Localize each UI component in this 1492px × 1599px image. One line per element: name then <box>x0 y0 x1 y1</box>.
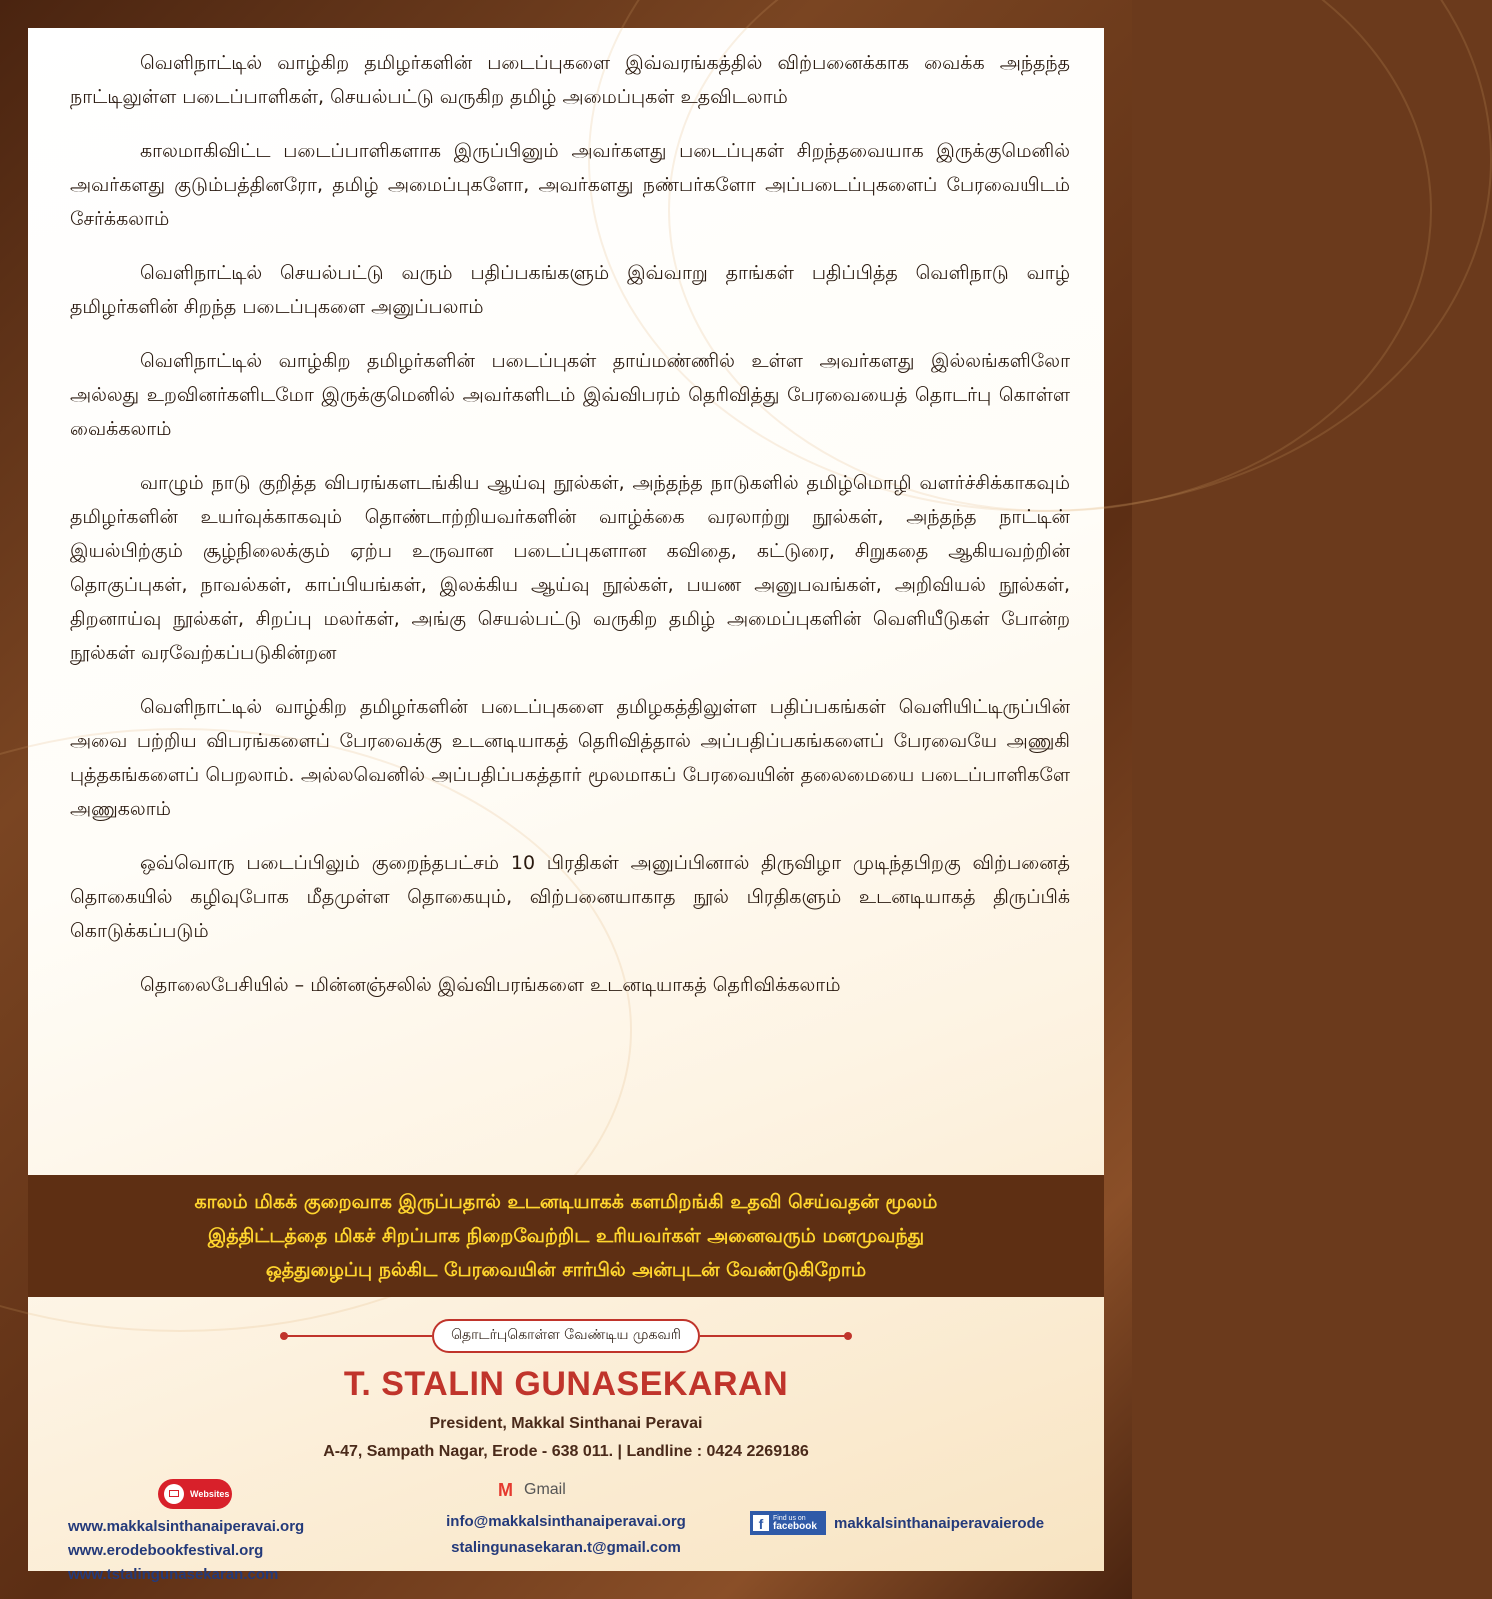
paragraph: வெளிநாட்டில் வாழ்கிற தமிழர்களின் படைப்புகள் தாய்மண்ணில் உள்ள அவர்களது இல்லங்களிலோ அல்லது உறவினர்களிடமோ இருக்குமெனில் அவர்களிடம் இவ்விபரம் தெரிவித்து பேரவையைத் தொடர்பு கொள்ள வைக்கலாம் <box>70 350 1070 440</box>
paragraph: வெளிநாட்டில் வாழ்கிற தமிழர்களின் படைப்புகளை இவ்வரங்கத்தில் விற்பனைக்காக வைக்க அந்தந்த நாட்டிலுள்ள படைப்பாளிகள், செயல்பட்டு வருகிற தமிழ் அமைப்புகள் உதவிடலாம் <box>70 52 1070 108</box>
contact-name: T. STALIN GUNASEKARAN <box>343 1365 789 1403</box>
paragraph: காலமாகிவிட்ட படைப்பாளிகளாக இருப்பினும் அவர்களது படைப்புகள் சிறந்தவையாக இருக்குமெனில் அவர்களது குடும்பத்தினரோ, தமிழ் அமைப்புகளோ, அவர்களது நண்பர்களோ அப்படைப்புகளைப் பேரவையிடம் சேர்க்கலாம் <box>70 140 1070 230</box>
website-link[interactable]: www.erodebookfestival.org <box>68 1542 264 1559</box>
email-link[interactable]: stalingunasekaran.t@gmail.com <box>451 1539 681 1556</box>
contact-role: President, Makkal Sinthanai Peravai <box>429 1415 703 1432</box>
appeal-line: இத்திட்டத்தை மிகச் சிறப்பாக நிறைவேற்றிட உரியவர்கள் அனைவரும் மனமுவந்து <box>207 1225 925 1247</box>
monitor-icon <box>164 1484 184 1504</box>
paragraph: தொலைபேசியில் – மின்னஞ்சலில் இவ்விபரங்களை உடனடியாகத் தெரிவிக்கலாம் <box>140 974 841 996</box>
paragraph: வெளிநாட்டில் செயல்பட்டு வரும் பதிப்பகங்களும் இவ்வாறு தாங்கள் பதிப்பித்த வெளிநாடு வாழ் தமிழர்களின் சிறந்த படைப்புகளை அனுப்பலாம் <box>70 262 1070 318</box>
websites-badge <box>158 1479 232 1509</box>
website-link[interactable]: www.tstalingunasekaran.com <box>68 1566 279 1583</box>
website-link[interactable]: www.makkalsinthanaiperavai.org <box>68 1518 305 1535</box>
divider-right <box>700 1335 848 1337</box>
gmail-icon: M <box>498 1480 513 1500</box>
email-link[interactable]: info@makkalsinthanaiperavai.org <box>446 1513 686 1530</box>
facebook-icon: f <box>753 1515 769 1531</box>
facebook-badge <box>750 1511 826 1535</box>
paragraph: ஒவ்வொரு படைப்பிலும் குறைந்தபட்சம் 10 பிரதிகள் அனுப்பினால் திருவிழா முடிந்தபிறகு விற்பனைத் தொகையில் கழிவுபோக மீதமுள்ள தொகையும், விற்பனையாகாத நூல் பிரதிகளும் உடனடியாகத் திருப்பிக் கொடுக்கப்படும் <box>70 852 1070 942</box>
paragraph: வாழும் நாடு குறித்த விபரங்களடங்கிய ஆய்வு நூல்கள், அந்தந்த நாடுகளில் தமிழ்மொழி வளர்ச்சிக்காகவும் தமிழர்களின் உயர்வுக்காகவும் தொண்டாற்றியவர்களின் வாழ்க்கை வரலாற்று நூல்கள், அந்தந்த நாட்டின் இயல்பிற்கும் சூழ்நிலைக்கும் ஏற்ப உருவான படைப்புகளான கவிதை, கட்டுரை, சிறுகதை ஆகியவற்றின் தொகுப்புகள், நாவல்கள், காப்பியங்கள், இலக்கிய ஆய்வு நூல்கள், பயண அனுபவங்கள், அறிவியல் நூல்கள், திறனாய்வு நூல்கள், சிறப்பு மலர்கள், அங்கு செயல்பட்டு வருகிற தமிழ் அமைப்புகளின் வெளியீடுகள் போன்ற நூல்கள் வரவேற்கப்படுகின்றன <box>70 472 1070 664</box>
divider-left <box>284 1335 432 1337</box>
contact-address: A-47, Sampath Nagar, Erode - 638 011. | Landline : 0424 2269186 <box>323 1443 809 1460</box>
contact-heading: தொடர்புகொள்ள வேண்டிய முகவரி <box>432 1319 700 1353</box>
appeal-line: காலம் மிகக் குறைவாக இருப்பதால் உடனடியாகக் களமிறங்கி உதவி செய்வதன் மூலம் <box>194 1191 938 1213</box>
appeal-line: ஒத்துழைப்பு நல்கிட பேரவையின் சார்பில் அன்புடன் வேண்டுகிறோம் <box>265 1259 867 1281</box>
facebook-badge-small: Find us on <box>773 1514 806 1522</box>
websites-label: Websites <box>190 1489 230 1499</box>
facebook-handle[interactable]: makkalsinthanaiperavaierode <box>834 1514 1045 1532</box>
rule-dot <box>844 1332 852 1340</box>
gmail-label: Gmail <box>524 1481 566 1498</box>
paragraph: வெளிநாட்டில் வாழ்கிற தமிழர்களின் படைப்புகளை தமிழகத்திலுள்ள பதிப்பகங்கள் வெளியிட்டிருப்பின் அவை பற்றிய விபரங்களைப் பேரவைக்கு உடனடியாகத் தெரிவித்தால் அப்பதிப்பகங்களைப் பேரவையே அணுகி புத்தகங்களைப் பெறலாம். அல்லவெனில் அப்பதிப்பகத்தார் மூலமாகப் பேரவையின் தலைமையை படைப்பாளிகளே அணுகலாம் <box>70 696 1070 820</box>
body-text <box>70 46 1070 1022</box>
document-page <box>28 28 1104 1583</box>
facebook-block <box>750 1511 1044 1535</box>
gmail-badge <box>498 1481 566 1499</box>
contact-section <box>28 1297 1104 1583</box>
appeal-band <box>28 1175 1104 1297</box>
facebook-badge-big: facebook <box>773 1520 817 1532</box>
